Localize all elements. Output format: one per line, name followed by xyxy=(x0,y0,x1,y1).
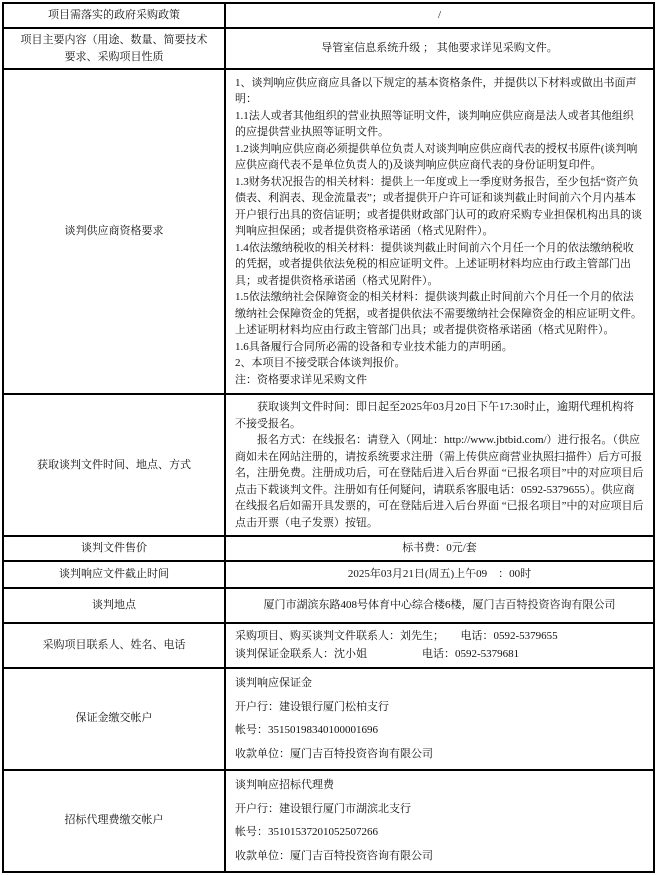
table-row-doc-price xyxy=(4,537,653,562)
row-content-doc-price xyxy=(226,537,653,560)
content-paragraph: 开户行：建设银行厦门松柏支行 xyxy=(235,700,389,713)
info-table xyxy=(2,2,655,873)
content-paragraph: 谈判响应保证金 xyxy=(235,677,312,689)
content-paragraph: 开户行：建设银行厦门市湖滨北支行 xyxy=(235,802,411,815)
table-row-location xyxy=(4,589,653,624)
content-paragraph: 收款单位：厦门吉百特投资咨询有限公司 xyxy=(235,747,433,760)
content-paragraph: 1.6具备履行合同所必需的设备和专业技术能力的声明函。 xyxy=(235,340,513,353)
content-paragraph: 谈判保证金联系人：沈小姐 电话：0592-5379681 xyxy=(235,648,520,660)
content-paragraph: 厦门市湖滨东路408号体育中心综合楼6楼，厦门吉百特投资咨询有限公司 xyxy=(263,598,616,611)
row-label-deposit-account: 保证金缴交帐户 xyxy=(4,669,226,769)
content-paragraph: 1.4依法缴纳税收的相关材料：提供谈判截止时间前六个月任一个月的依法缴纳税收的凭据，或者提供依法免税的相应证明文件。上述证明材料均应由行政主管部门出具；或者提供资格承诺函（格式见附件）。 xyxy=(235,241,634,287)
table-row-obtain-docs xyxy=(4,395,653,537)
row-content-deposit-account xyxy=(226,669,653,769)
row-label-doc-price: 谈判文件售价 xyxy=(4,537,226,560)
table-row-contacts xyxy=(4,624,653,669)
content-paragraph: 标书费：0元/套 xyxy=(402,542,477,554)
row-content-location xyxy=(226,589,653,622)
row-content-obtain-docs xyxy=(226,395,653,535)
row-label-contacts: 采购项目联系人、姓名、电话 xyxy=(4,624,226,667)
table-row-agency-fee-account xyxy=(4,771,653,871)
content-paragraph: 2025年03月21日(周五)上午09 ：00时 xyxy=(347,567,532,580)
row-label-agency-fee-account: 招标代理费缴交帐户 xyxy=(4,771,226,871)
content-paragraph: 1.2谈判响应供应商必须提供单位负责人对谈判响应供应商代表的授权书原件(谈判响应供应商代表不是单位负责人的)及谈判响应供应商代表的身份证明复印件。 xyxy=(235,142,638,172)
row-content-main-content xyxy=(226,29,653,68)
content-paragraph: 报名方式：在线报名：请登入（网址：http://www.jbtbid.com/）进行报名。（供应商如未在网站注册的，请按系统要求注册（需上传供应商营业执照扫描件）后方可报名，注册免费。注册成功后，可在登陆后进入后台界面 “已报名项目”中的对应项目后点击下载谈判文件。注册如有任何疑问，请联系客服电话：0592-5379655）。供应商在线报名后如需开具发票的，可在登陆后进入后台界面 “已报名项目”中的对应项目后点击开票（电子发票）按钮。 xyxy=(235,434,644,529)
content-paragraph: 谈判响应招标代理费 xyxy=(235,779,334,791)
table-row-deadline xyxy=(4,562,653,589)
content-paragraph: 1、谈判响应供应商应具备以下规定的基本资格条件，并提供以下材料或做出书面声明： xyxy=(235,76,637,106)
content-paragraph: 获取谈判文件时间：即日起至2025年03月20日下午17:30时止，逾期代理机构将不接受报名。 xyxy=(235,401,635,430)
table-row-gov-policy xyxy=(4,4,653,29)
content-paragraph: 2、本项目不接受联合体谈判报价。 xyxy=(235,357,406,370)
content-paragraph: 注：资格要求详见采购文件 xyxy=(235,373,367,386)
row-label-deadline: 谈判响应文件截止时间 xyxy=(4,562,226,587)
row-content-qualification xyxy=(226,70,653,393)
table-row-qualification xyxy=(4,70,653,395)
table-row-main-content xyxy=(4,29,653,70)
content-paragraph: 帐号：35101537201052507266 xyxy=(235,826,378,838)
content-paragraph: 1.3财务状况报告的相关材料：提供上一年度或上一季度财务报告，至少包括“资产负债表、利润表、现金流量表”；或者提供开户许可证和谈判截止时间前六个月内基本开户银行出具的资信证明；或者提供财政部门认可的政府采购专业担保机构出具的谈判响应担保函；或者提供资格承诺函（格式见附件）。 xyxy=(235,175,642,238)
table-row-deposit-account xyxy=(4,669,653,771)
row-content-deadline xyxy=(226,562,653,587)
row-label-gov-policy: 项目需落实的政府采购政策 xyxy=(4,4,226,27)
content-paragraph: 导管室信息系统升级 ； 其他要求详见采购文件。 xyxy=(321,42,558,55)
content-paragraph: 收款单位：厦门吉百特投资咨询有限公司 xyxy=(235,849,433,862)
row-content-contacts xyxy=(226,624,653,667)
content-paragraph: 1.5依法缴纳社会保障资金的相关材料：提供谈判截止时间前六个月任一个月的依法缴纳社会保障资金的凭据，或者提供依法不需要缴纳社会保障资金的相应证明文件。上述证明材料均应由行政主管部门出具；或者提供资格承诺函（格式见附件）。 xyxy=(235,291,642,337)
content-paragraph: 采购项目、购买谈判文件联系人：刘先生； 电话：0592-5379655 xyxy=(235,629,558,642)
row-label-main-content: 项目主要内容（用途、数量、简要技术要求、采购项目性质 xyxy=(4,29,226,68)
content-paragraph: 帐号：35150198340100001696 xyxy=(235,724,378,736)
row-label-qualification: 谈判供应商资格要求 xyxy=(4,70,226,393)
content-paragraph: 1.1法人或者其他组织的营业执照等证明文件，谈判响应供应商是法人或者其他组织的应提供营业执照等证明文件。 xyxy=(235,109,634,139)
row-label-location: 谈判地点 xyxy=(4,589,226,622)
row-content-agency-fee-account xyxy=(226,771,653,871)
row-label-obtain-docs: 获取谈判文件时间、地点、方式 xyxy=(4,395,226,535)
content-paragraph: / xyxy=(437,9,442,22)
row-content-gov-policy xyxy=(226,4,653,27)
